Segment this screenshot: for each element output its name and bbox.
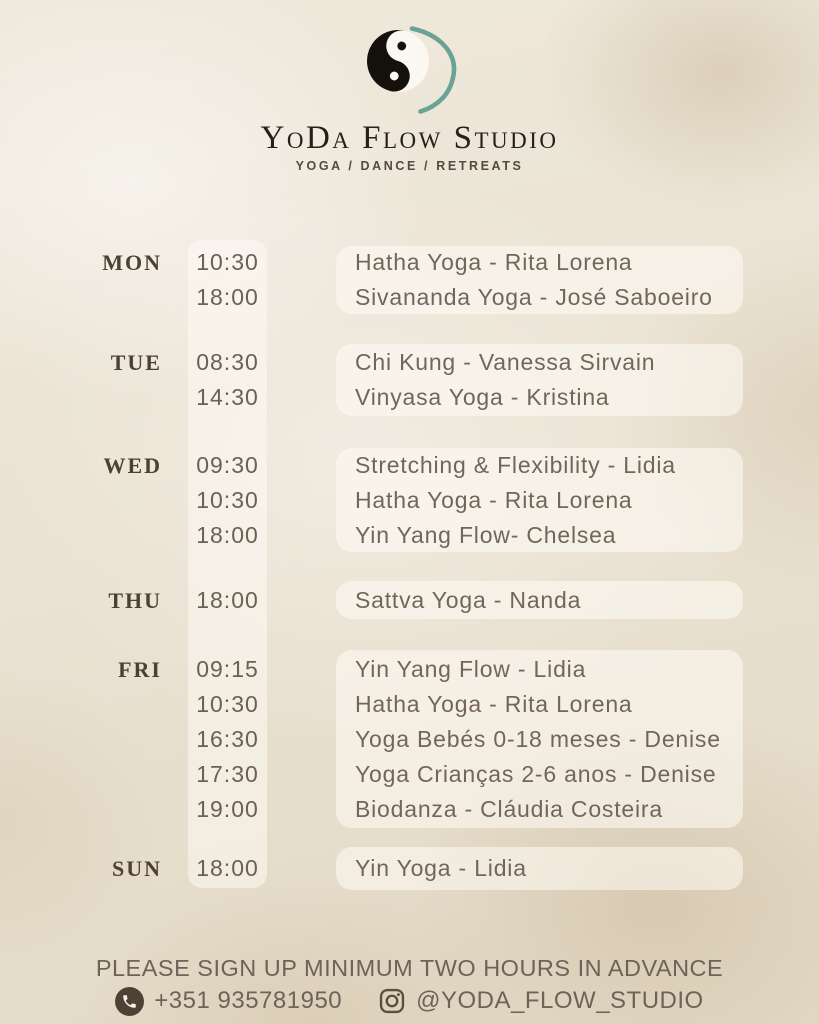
class-card-tue xyxy=(336,344,743,416)
class-card-wed xyxy=(336,448,743,552)
class-entry: Yin Yang Flow- Chelsea xyxy=(355,521,617,548)
class-entry: Hatha Yoga - Rita Lorena xyxy=(355,690,633,717)
class-time: 18:00 xyxy=(196,521,259,548)
day-label-thu: THU xyxy=(108,587,162,613)
class-time: 08:30 xyxy=(196,349,259,375)
class-entry: Vinyasa Yoga - Kristina xyxy=(355,384,610,410)
class-time: 10:30 xyxy=(196,249,259,275)
yin-yang-icon xyxy=(357,26,462,114)
signup-notice: PLEASE SIGN UP MINIMUM TWO HOURS IN ADVANCE xyxy=(95,955,724,981)
studio-title: YoDa Flow Studio xyxy=(260,120,559,156)
class-time: 10:30 xyxy=(196,690,259,717)
class-time: 09:30 xyxy=(196,451,259,478)
class-entry: Sattva Yoga - Nanda xyxy=(355,586,582,613)
day-label-mon: MON xyxy=(102,250,162,275)
studio-subtitle: YOGA / DANCE / RETREATS xyxy=(295,159,524,173)
class-time: 18:00 xyxy=(196,855,259,881)
class-entry: Biodanza - Cláudia Costeira xyxy=(355,795,663,822)
class-time: 19:00 xyxy=(196,795,259,822)
phone-number: +351 935781950 xyxy=(154,987,343,1014)
class-time: 18:00 xyxy=(196,586,259,613)
class-time: 18:00 xyxy=(196,284,259,310)
class-time: 09:15 xyxy=(196,655,259,682)
class-entry: Hatha Yoga - Rita Lorena xyxy=(355,249,633,275)
class-time: 17:30 xyxy=(196,760,259,787)
class-card-fri xyxy=(336,650,743,828)
instagram-icon xyxy=(378,987,406,1015)
class-entry: Sivananda Yoga - José Saboeiro xyxy=(355,284,713,310)
class-entry: Yin Yoga - Lidia xyxy=(355,855,527,881)
day-label-wed: WED xyxy=(103,452,162,478)
day-label-sun: SUN xyxy=(111,856,162,881)
instagram-handle: @YODA_FLOW_STUDIO xyxy=(416,987,704,1014)
class-card-mon xyxy=(336,246,743,314)
class-entry: Yoga Crianças 2-6 anos - Denise xyxy=(355,760,717,787)
class-time: 10:30 xyxy=(196,486,259,513)
class-time: 16:30 xyxy=(196,725,259,752)
class-entry: Stretching & Flexibility - Lidia xyxy=(355,451,676,478)
class-entry: Hatha Yoga - Rita Lorena xyxy=(355,486,633,513)
class-entry: Yin Yang Flow - Lidia xyxy=(355,655,587,682)
day-label-fri: FRI xyxy=(118,656,162,682)
class-entry: Yoga Bebés 0-18 meses - Denise xyxy=(355,725,721,752)
phone-icon xyxy=(115,987,144,1016)
class-entry: Chi Kung - Vanessa Sirvain xyxy=(355,349,656,375)
contact-line xyxy=(0,985,819,1017)
class-time: 14:30 xyxy=(196,384,259,410)
class-card-sun xyxy=(336,847,743,890)
day-label-tue: TUE xyxy=(110,350,162,375)
class-card-thu xyxy=(336,581,743,619)
